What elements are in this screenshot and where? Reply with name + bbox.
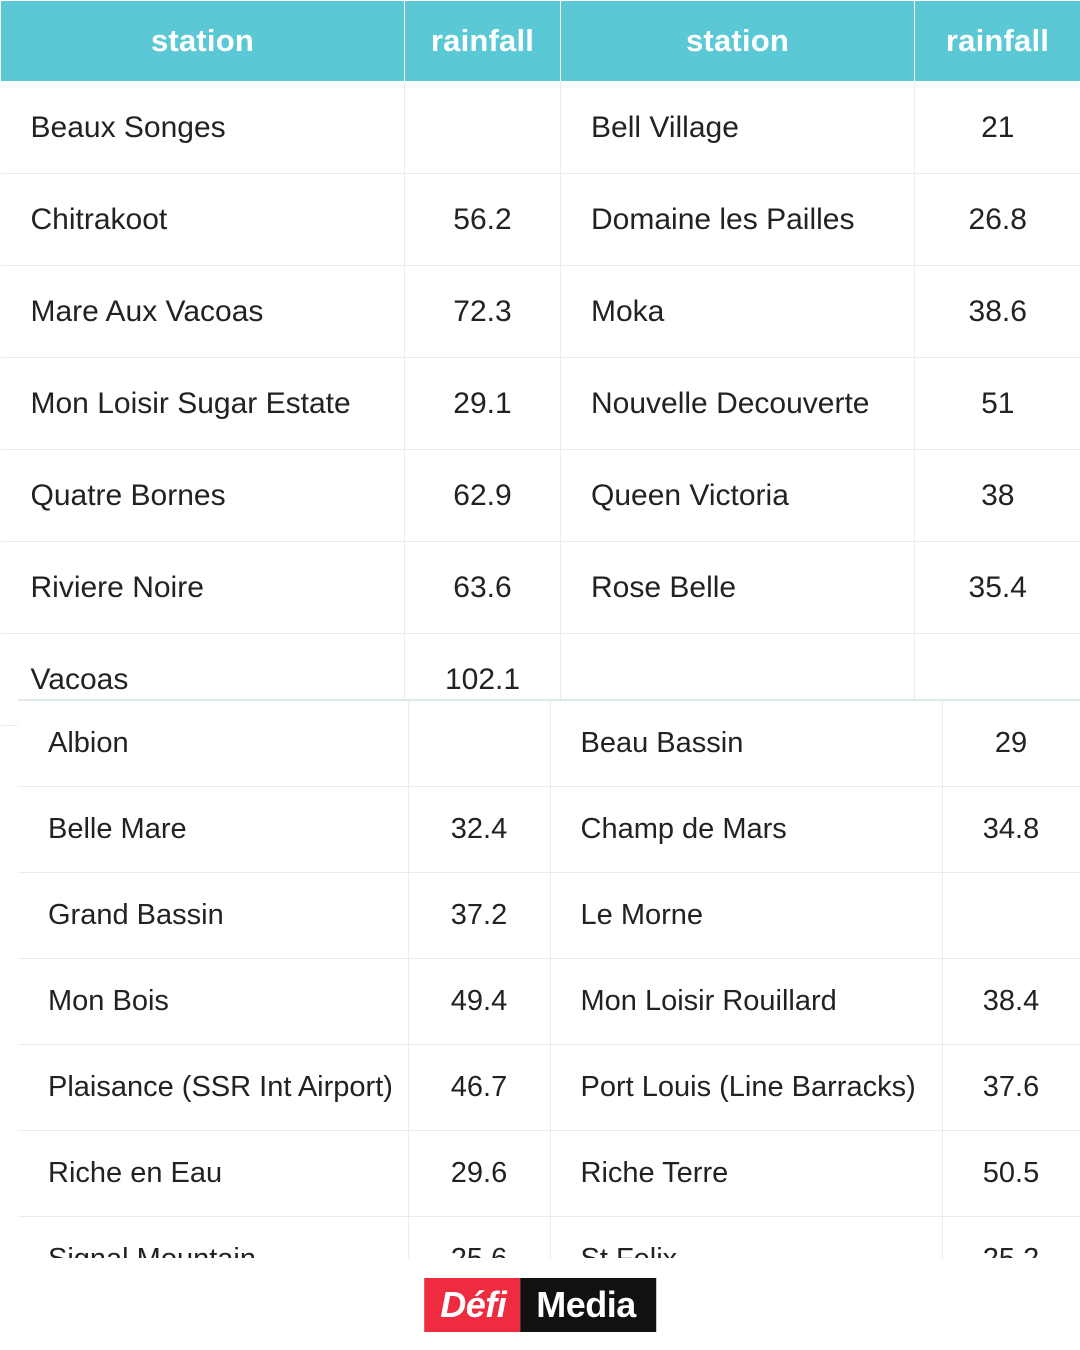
- cell-station: Domaine les Pailles: [561, 174, 915, 266]
- cell-rainfall: 56.2: [405, 174, 561, 266]
- cell-station: Bell Village: [561, 82, 915, 174]
- table-row: [18, 1045, 1080, 1131]
- cell-station: Port Louis (Line Barracks): [550, 1045, 942, 1131]
- cell-station: Riche Terre: [550, 1131, 942, 1217]
- table-row: [18, 873, 1080, 959]
- cell-station: Queen Victoria: [561, 450, 915, 542]
- cell-station: Mon Loisir Sugar Estate: [1, 358, 405, 450]
- cell-station: Albion: [18, 701, 408, 787]
- table-row: [1, 82, 1080, 174]
- cell-station: Mon Bois: [18, 959, 408, 1045]
- cell-rainfall: 29.6: [408, 1131, 550, 1217]
- cell-station: Mare Aux Vacoas: [1, 266, 405, 358]
- table-row: [18, 701, 1080, 787]
- cell-rainfall: [942, 873, 1080, 959]
- column-header-station-2: station: [561, 1, 915, 82]
- cell-rainfall: 21: [915, 82, 1080, 174]
- cell-rainfall: 32.4: [408, 787, 550, 873]
- cell-rainfall: 49.4: [408, 959, 550, 1045]
- cell-station: Rose Belle: [561, 542, 915, 634]
- logo-text-media: Media: [520, 1278, 656, 1332]
- cell-rainfall: 102.1: [405, 634, 561, 726]
- cell-station: Chitrakoot: [1, 174, 405, 266]
- cell-station: Quatre Bornes: [1, 450, 405, 542]
- cell-rainfall: 38: [915, 450, 1080, 542]
- rainfall-table-bottom: [18, 700, 1080, 1303]
- table-row: [1, 450, 1080, 542]
- cell-rainfall: 50.5: [942, 1131, 1080, 1217]
- cell-rainfall: 38.4: [942, 959, 1080, 1045]
- cell-station: Belle Mare: [18, 787, 408, 873]
- cell-rainfall: 62.9: [405, 450, 561, 542]
- cell-station: Beaux Songes: [1, 82, 405, 174]
- defi-media-logo: [424, 1278, 656, 1332]
- logo-text-defi: Défi: [424, 1278, 520, 1332]
- table-row: [18, 959, 1080, 1045]
- cell-rainfall: 72.3: [405, 266, 561, 358]
- cell-rainfall: 38.6: [915, 266, 1080, 358]
- cell-station: Plaisance (SSR Int Airport): [18, 1045, 408, 1131]
- cell-rainfall: 29: [942, 701, 1080, 787]
- table-row: [18, 1131, 1080, 1217]
- column-header-station-1: station: [1, 1, 405, 82]
- table-row: [1, 358, 1080, 450]
- cell-rainfall: 46.7: [408, 1045, 550, 1131]
- cell-rainfall: [405, 82, 561, 174]
- cell-station: Grand Bassin: [18, 873, 408, 959]
- cell-rainfall: 37.6: [942, 1045, 1080, 1131]
- table-row: [1, 266, 1080, 358]
- cell-rainfall: 34.8: [942, 787, 1080, 873]
- cell-rainfall: 51: [915, 358, 1080, 450]
- cell-rainfall: 29.1: [405, 358, 561, 450]
- cell-station: Riche en Eau: [18, 1131, 408, 1217]
- cell-station: Nouvelle Decouverte: [561, 358, 915, 450]
- cell-station: Mon Loisir Rouillard: [550, 959, 942, 1045]
- cell-station: Le Morne: [550, 873, 942, 959]
- table-row: [18, 787, 1080, 873]
- column-header-rainfall-1: rainfall: [405, 1, 561, 82]
- cell-rainfall: 63.6: [405, 542, 561, 634]
- cell-station: Beau Bassin: [550, 701, 942, 787]
- cell-rainfall: 35.4: [915, 542, 1080, 634]
- column-header-rainfall-2: rainfall: [915, 1, 1080, 82]
- cell-station: Vacoas: [1, 634, 405, 726]
- table-row: [1, 542, 1080, 634]
- table-row: [1, 174, 1080, 266]
- cell-rainfall: 37.2: [408, 873, 550, 959]
- cell-rainfall: 26.8: [915, 174, 1080, 266]
- table-header-row: [1, 1, 1080, 82]
- cell-station: Moka: [561, 266, 915, 358]
- cell-station: Riviere Noire: [1, 542, 405, 634]
- cell-rainfall: [408, 701, 550, 787]
- cell-station: Champ de Mars: [550, 787, 942, 873]
